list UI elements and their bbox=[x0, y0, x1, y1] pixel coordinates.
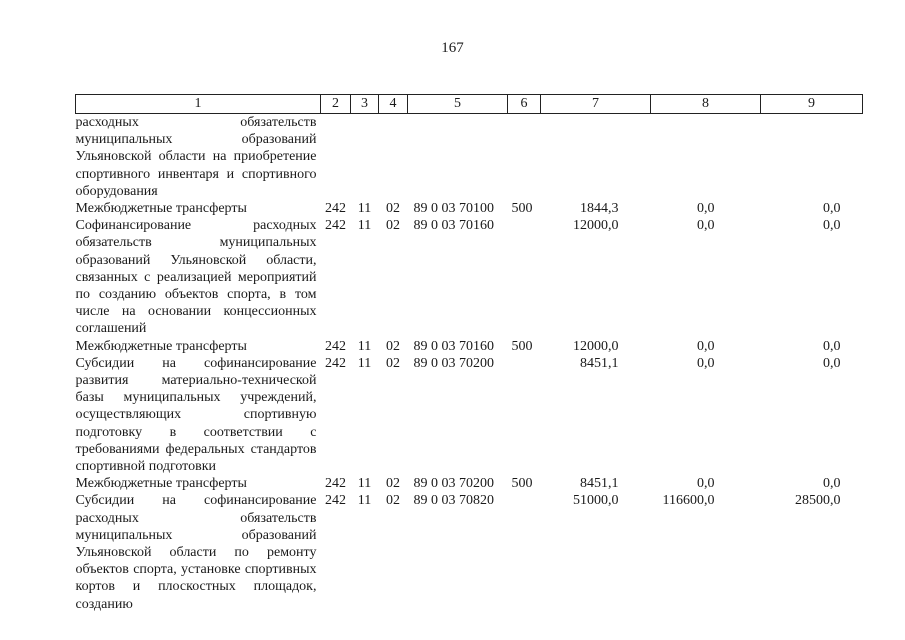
cell-target-article: 89 0 03 70100 bbox=[413, 201, 494, 217]
row-name: Субсидии на софинансирование расходных обязательств муниципальных образований Ульяновской области по ремонту объектов спорта, установке спортивных кортов и плоскостных площадок, созданию bbox=[75, 493, 317, 612]
cell-amount-2: 0,0 bbox=[697, 355, 715, 371]
table-row bbox=[76, 475, 863, 492]
cell-ministry bbox=[321, 114, 351, 201]
table-row bbox=[76, 355, 863, 475]
cell-expense-type: 500 bbox=[511, 201, 533, 217]
cell-amount-3: 0,0 bbox=[823, 201, 841, 217]
table-header bbox=[76, 95, 863, 114]
cell-amount-2: 116600,0 bbox=[662, 493, 715, 509]
header-cell-2: 2 bbox=[321, 95, 351, 114]
cell-amount-1: 8451,1 bbox=[580, 476, 619, 492]
cell-amount-2 bbox=[651, 114, 761, 201]
cell-amount-2: 0,0 bbox=[697, 201, 715, 217]
cell-target-article bbox=[408, 114, 508, 201]
cell-ministry: 242 bbox=[325, 338, 346, 354]
row-name: Межбюджетные трансферты bbox=[75, 338, 247, 354]
row-name: расходных обязательств муниципальных образований Ульяновской области на приобретение спортивного инвентаря и спортивного оборудования bbox=[75, 115, 317, 199]
cell-amount-2: 0,0 bbox=[697, 218, 715, 234]
cell-ministry: 242 bbox=[325, 476, 346, 492]
cell-subsection: 02 bbox=[386, 493, 400, 509]
header-cell-4: 4 bbox=[379, 95, 408, 114]
table-row bbox=[76, 338, 863, 355]
table-row bbox=[76, 217, 863, 337]
table-row bbox=[76, 492, 863, 612]
cell-amount-3: 0,0 bbox=[823, 218, 841, 234]
cell-subsection: 02 bbox=[386, 476, 400, 492]
cell-amount-1: 51000,0 bbox=[573, 493, 619, 509]
budget-table bbox=[75, 94, 863, 613]
header-cell-7: 7 bbox=[541, 95, 651, 114]
cell-ministry: 242 bbox=[325, 355, 346, 371]
header-cell-9: 9 bbox=[761, 95, 863, 114]
cell-subsection: 02 bbox=[386, 218, 400, 234]
header-cell-8: 8 bbox=[651, 95, 761, 114]
cell-expense-type: 500 bbox=[511, 476, 533, 492]
cell-amount-2: 0,0 bbox=[697, 338, 715, 354]
cell-section: 11 bbox=[357, 218, 372, 234]
cell-section: 11 bbox=[357, 201, 372, 217]
cell-expense-type bbox=[508, 355, 541, 475]
table-row bbox=[76, 200, 863, 217]
cell-expense-type bbox=[508, 114, 541, 201]
cell-amount-1: 8451,1 bbox=[580, 355, 619, 371]
row-name: Софинансирование расходных обязательств муниципальных образований Ульяновской области, связанных с реализацией мероприятий по созданию объектов спорта, в том числе на основании концессионных соглашений bbox=[75, 218, 317, 337]
cell-ministry: 242 bbox=[325, 201, 346, 217]
cell-expense-type: 500 bbox=[511, 338, 533, 354]
cell-subsection: 02 bbox=[386, 338, 400, 354]
table-row bbox=[76, 114, 863, 201]
cell-subsection: 02 bbox=[386, 201, 400, 217]
cell-ministry: 242 bbox=[325, 493, 346, 509]
cell-expense-type bbox=[508, 217, 541, 337]
cell-section: 11 bbox=[357, 355, 372, 371]
cell-amount-3 bbox=[761, 114, 863, 201]
cell-amount-1: 12000,0 bbox=[573, 338, 619, 354]
cell-section: 11 bbox=[357, 493, 372, 509]
cell-section: 11 bbox=[357, 338, 372, 354]
cell-amount-1: 1844,3 bbox=[580, 201, 619, 217]
header-cell-5: 5 bbox=[408, 95, 508, 114]
cell-section bbox=[351, 114, 379, 201]
row-name: Субсидии на софинансирование развития материально-технической базы муниципальных учреждений, осуществляющих спортивную подготовку в соответствии с требованиями федеральных стандартов спортивной подготовки bbox=[75, 355, 317, 475]
header-cell-6: 6 bbox=[508, 95, 541, 114]
table-body bbox=[76, 114, 863, 613]
header-row bbox=[76, 95, 863, 114]
cell-ministry: 242 bbox=[325, 218, 346, 234]
cell-amount-3: 0,0 bbox=[823, 476, 841, 492]
cell-expense-type bbox=[508, 492, 541, 612]
cell-amount-2: 0,0 bbox=[697, 476, 715, 492]
cell-section: 11 bbox=[357, 476, 372, 492]
cell-amount-1: 12000,0 bbox=[573, 218, 619, 234]
header-cell-3: 3 bbox=[351, 95, 379, 114]
cell-target-article: 89 0 03 70820 bbox=[413, 493, 494, 509]
header-cell-1: 1 bbox=[76, 95, 321, 114]
page-number: 167 bbox=[441, 40, 464, 56]
cell-target-article: 89 0 03 70160 bbox=[413, 218, 494, 234]
cell-amount-3: 0,0 bbox=[823, 355, 841, 371]
cell-target-article: 89 0 03 70160 bbox=[413, 338, 494, 354]
cell-amount-3: 0,0 bbox=[823, 338, 841, 354]
row-name: Межбюджетные трансферты bbox=[75, 476, 247, 492]
cell-subsection bbox=[379, 114, 408, 201]
cell-target-article: 89 0 03 70200 bbox=[413, 355, 494, 371]
cell-amount-3: 28500,0 bbox=[795, 493, 841, 509]
cell-target-article: 89 0 03 70200 bbox=[413, 476, 494, 492]
cell-amount-1 bbox=[541, 114, 651, 201]
row-name: Межбюджетные трансферты bbox=[75, 201, 247, 217]
cell-subsection: 02 bbox=[386, 355, 400, 371]
